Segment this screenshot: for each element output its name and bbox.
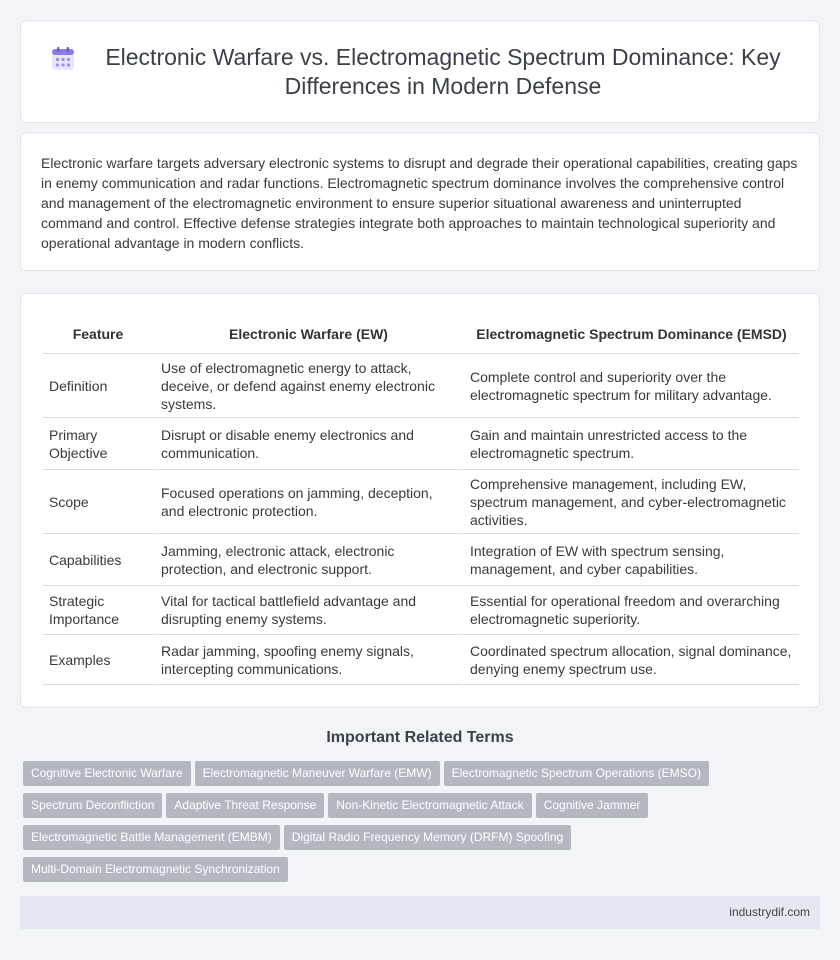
footer-site-link[interactable]: industrydif.com (729, 905, 810, 919)
page-title: Electronic Warfare vs. Electromagnetic Spectrum Dominance: Key Differences in Modern Defense (105, 43, 781, 99)
row-ew: Vital for tactical battlefield advantage and disrupting enemy systems. (153, 586, 462, 635)
row-ew: Disrupt or disable enemy electronics and communication. (153, 418, 462, 470)
row-ew: Focused operations on jamming, deception, and electronic protection. (153, 470, 462, 534)
related-terms-list (23, 761, 823, 889)
row-emsd: Coordinated spectrum allocation, signal dominance, denying enemy spectrum use. (462, 635, 799, 685)
related-term-tag[interactable]: Electromagnetic Battle Management (EMBM) (23, 825, 280, 850)
row-feature: Strategic Importance (43, 586, 153, 635)
title-card (20, 20, 820, 123)
header-feature: Feature (43, 306, 153, 354)
table-row (43, 418, 799, 470)
table-row (43, 354, 799, 418)
row-ew: Jamming, electronic attack, electronic protection, and electronic support. (153, 534, 462, 586)
comparison-table (43, 306, 799, 685)
row-feature: Capabilities (43, 534, 153, 586)
row-ew: Use of electromagnetic energy to attack, deceive, or defend against enemy electronic systems. (153, 354, 462, 418)
table-row (43, 586, 799, 635)
table-row (43, 470, 799, 534)
intro-paragraph: Electronic warfare targets adversary electronic systems to disrupt and degrade their operational capabilities, creating gaps in enemy communication and radar functions. Electromagnetic spectrum dominance involves the comprehensive control and management of the electromagnetic environment to ensure superior situational awareness and uninterrupted command and control. Effective defense strategies integrate both approaches to maintain technological superiority and operational advantage in modern conflicts. (41, 155, 798, 251)
row-emsd: Complete control and superiority over the electromagnetic spectrum for military advantage. (462, 354, 799, 418)
related-term-tag[interactable]: Adaptive Threat Response (166, 793, 324, 818)
row-emsd: Essential for operational freedom and overarching electromagnetic superiority. (462, 586, 799, 635)
row-emsd: Comprehensive management, including EW, spectrum management, and cyber-electromagnetic activities. (462, 470, 799, 534)
row-feature: Examples (43, 635, 153, 685)
related-term-tag[interactable]: Non-Kinetic Electromagnetic Attack (328, 793, 531, 818)
related-terms-heading: Important Related Terms (326, 729, 514, 746)
calendar-icon (50, 46, 76, 72)
row-emsd: Gain and maintain unrestricted access to the electromagnetic spectrum. (462, 418, 799, 470)
intro-card (20, 132, 820, 271)
related-term-tag[interactable]: Digital Radio Frequency Memory (DRFM) Spoofing (284, 825, 571, 850)
row-feature: Definition (43, 354, 153, 418)
related-term-tag[interactable]: Cognitive Jammer (536, 793, 649, 818)
related-term-tag[interactable]: Multi-Domain Electromagnetic Synchronization (23, 857, 288, 882)
table-header-row (43, 306, 799, 354)
table-row (43, 635, 799, 685)
row-feature: Primary Objective (43, 418, 153, 470)
row-feature: Scope (43, 470, 153, 534)
table-row (43, 534, 799, 586)
row-emsd: Integration of EW with spectrum sensing, management, and cyber capabilities. (462, 534, 799, 586)
related-term-tag[interactable]: Cognitive Electronic Warfare (23, 761, 191, 786)
comparison-table-card (20, 293, 820, 708)
header-ew: Electronic Warfare (EW) (153, 306, 462, 354)
row-ew: Radar jamming, spoofing enemy signals, intercepting communications. (153, 635, 462, 685)
footer (20, 896, 820, 929)
related-term-tag[interactable]: Electromagnetic Spectrum Operations (EMSO) (444, 761, 709, 786)
header-emsd: Electromagnetic Spectrum Dominance (EMSD) (462, 306, 799, 354)
related-term-tag[interactable]: Spectrum Deconfliction (23, 793, 162, 818)
related-term-tag[interactable]: Electromagnetic Maneuver Warfare (EMW) (195, 761, 440, 786)
